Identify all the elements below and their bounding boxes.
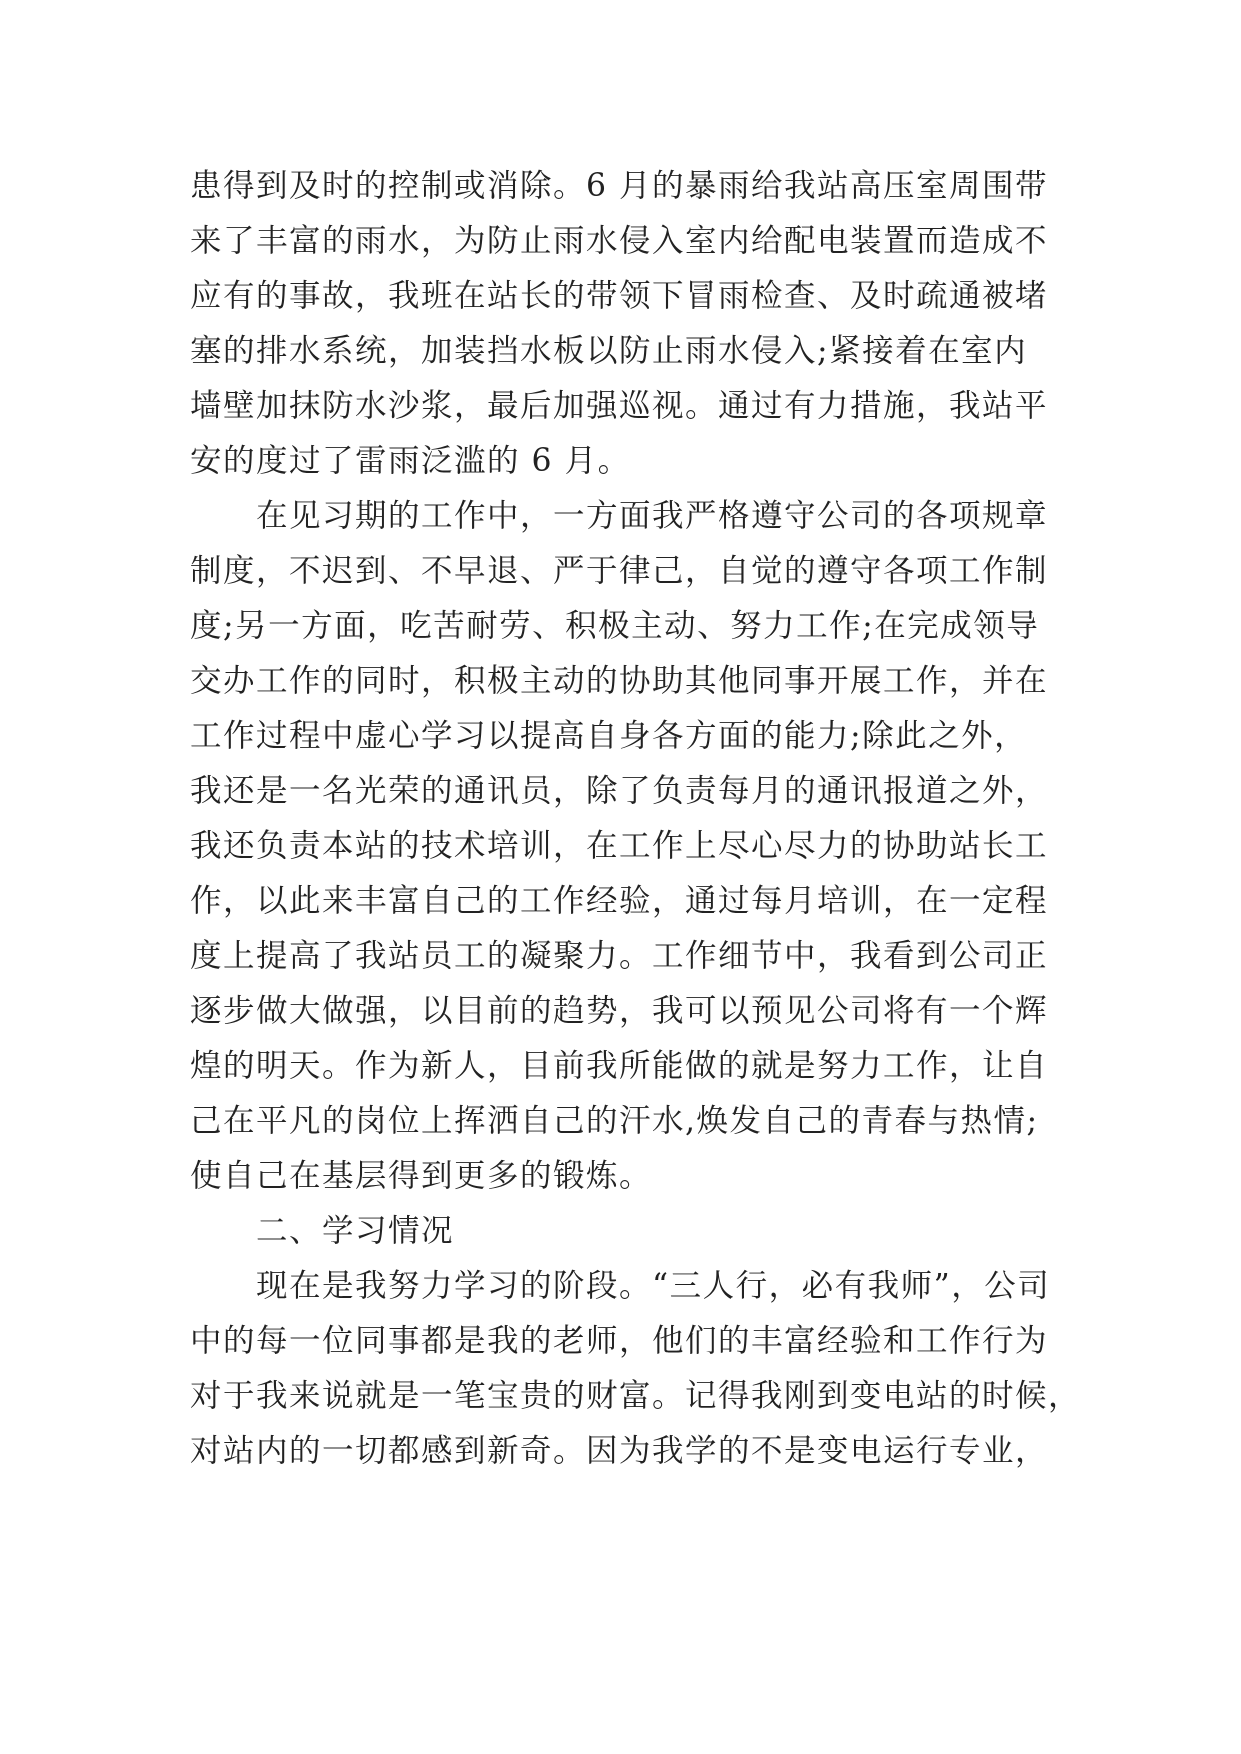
text-line: 使自己在基层得到更多的锻炼。 (190, 1158, 653, 1194)
text-line: 对于我来说就是一笔宝贵的财富。记得我刚到变电站的时候， (190, 1378, 1082, 1414)
text-line: 交办工作的同时，积极主动的协助其他同事开展工作，并在 (190, 663, 1049, 699)
text-line: 我还是一名光荣的通讯员，除了负责每月的通讯报道之外， (190, 773, 1049, 809)
text-line: 度上提高了我站员工的凝聚力。工作细节中，我看到公司正 (190, 938, 1049, 974)
text-line: 煌的明天。作为新人，目前我所能做的就是努力工作，让自 (190, 1048, 1049, 1084)
text-line: 在见习期的工作中，一方面我严格遵守公司的各项规章 (190, 498, 1049, 534)
text-line: 患得到及时的控制或消除。6 月的暴雨给我站高压室周围带 (190, 168, 1049, 204)
text-line: 对站内的一切都感到新奇。因为我学的不是变电运行专业， (190, 1433, 1049, 1469)
document-body (190, 159, 1082, 1479)
text-line: 应有的事故，我班在站长的带领下冒雨检查、及时疏通被堵 (190, 278, 1049, 314)
section-heading: 二、学习情况 (190, 1213, 455, 1249)
text-line: 塞的排水系统，加装挡水板以防止雨水侵入;紧接着在室内 (190, 333, 1028, 369)
text-line: 逐步做大做强，以目前的趋势，我可以预见公司将有一个辉 (190, 993, 1049, 1029)
text-line: 制度，不迟到、不早退、严于律己，自觉的遵守各项工作制 (190, 553, 1049, 589)
text-line: 来了丰富的雨水，为防止雨水侵入室内给配电装置而造成不 (190, 223, 1049, 259)
text-line: 我还负责本站的技术培训，在工作上尽心尽力的协助站长工 (190, 828, 1049, 864)
text-line: 工作过程中虚心学习以提高自身各方面的能力;除此之外， (190, 718, 1028, 754)
text-line: 作，以此来丰富自己的工作经验，通过每月培训，在一定程 (190, 883, 1049, 919)
text-line: 度;另一方面，吃苦耐劳、积极主动、努力工作;在完成领导 (190, 608, 1040, 644)
text-line: 中的每一位同事都是我的老师，他们的丰富经验和工作行为 (190, 1323, 1049, 1359)
text-line: 安的度过了雷雨泛滥的 6 月。 (190, 443, 631, 479)
text-line: 现在是我努力学习的阶段。“三人行，必有我师”，公司 (190, 1268, 1051, 1304)
text-line: 己在平凡的岗位上挥洒自己的汗水,焕发自己的青春与热情; (190, 1103, 1039, 1139)
text-line: 墙壁加抹防水沙浆，最后加强巡视。通过有力措施，我站平 (190, 388, 1049, 424)
